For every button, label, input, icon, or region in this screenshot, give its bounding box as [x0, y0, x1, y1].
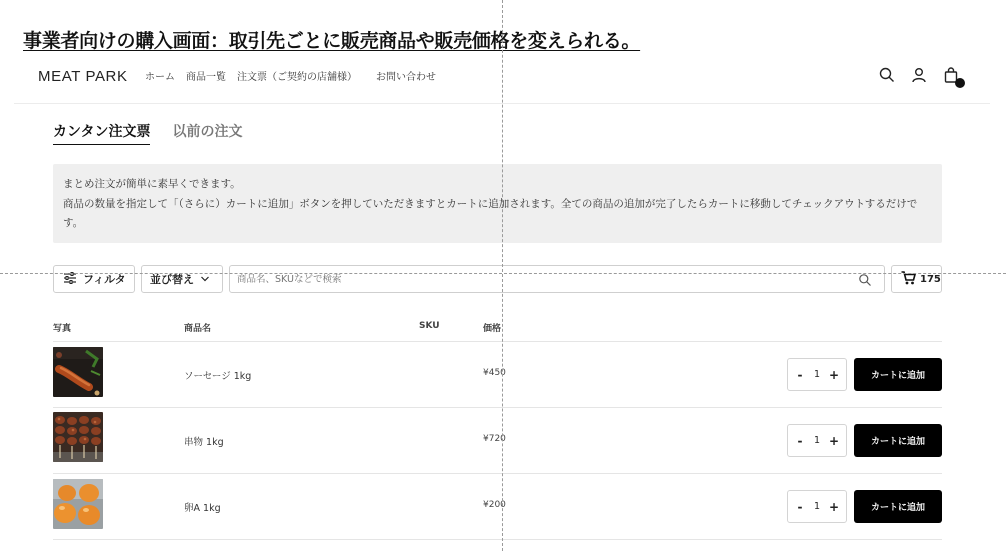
nav-item-products[interactable]: 商品一覧 — [186, 72, 226, 83]
product-image-skewers[interactable] — [53, 412, 103, 462]
quantity-value[interactable]: 1 — [813, 501, 821, 512]
nav-item-home[interactable]: ホーム — [145, 72, 175, 83]
decrease-quantity-button[interactable]: - — [797, 433, 803, 448]
main-nav — [145, 68, 436, 83]
header-icons — [878, 66, 960, 84]
product-image-sausage[interactable] — [53, 347, 103, 397]
toolbar — [53, 265, 942, 293]
increase-quantity-button[interactable]: + — [828, 367, 840, 382]
increase-quantity-button[interactable]: + — [828, 499, 840, 514]
info-line-1: まとめ注文が簡単に素早くできます。 — [63, 178, 241, 190]
product-price: ¥720 — [483, 434, 506, 444]
cart-icon — [901, 271, 916, 288]
cart-icon[interactable] — [942, 66, 960, 84]
tab-previous-orders[interactable]: 以前の注文 — [172, 124, 243, 140]
sort-button[interactable] — [141, 265, 223, 293]
sort-label: 並び替え — [150, 273, 194, 286]
order-tabs — [53, 121, 242, 145]
nav-item-order-sheet[interactable]: 注文票（ご契約の店舗様） — [237, 72, 357, 83]
search-icon[interactable] — [858, 273, 872, 290]
decrease-quantity-button[interactable]: - — [797, 499, 803, 514]
account-icon[interactable] — [910, 66, 928, 84]
site-logo[interactable]: MEAT PARK — [38, 68, 128, 85]
nav-item-contact[interactable]: お問い合わせ — [376, 72, 436, 83]
table-row — [53, 474, 942, 540]
quantity-stepper — [787, 358, 847, 391]
quantity-stepper — [787, 490, 847, 523]
add-to-cart-button[interactable]: カートに追加 — [854, 358, 942, 391]
product-price: ¥450 — [483, 368, 506, 378]
col-name-header: 商品名 — [184, 324, 212, 334]
page-banner-caption: 事業者向けの購入画面：取引先ごとに販売商品や販売価格を変えられる。 — [23, 30, 641, 52]
product-name[interactable]: 卵A 1kg — [184, 503, 221, 514]
search-field[interactable] — [229, 265, 885, 293]
product-price: ¥200 — [483, 500, 506, 510]
col-photo-header: 写真 — [53, 324, 72, 334]
chevron-down-icon — [200, 273, 210, 286]
product-name[interactable]: 串物 1kg — [184, 437, 224, 448]
filter-button[interactable] — [53, 265, 135, 293]
increase-quantity-button[interactable]: + — [828, 433, 840, 448]
add-to-cart-button[interactable]: カートに追加 — [854, 424, 942, 457]
add-to-cart-button[interactable]: カートに追加 — [854, 490, 942, 523]
filter-icon — [63, 272, 77, 287]
product-image-eggs[interactable] — [53, 479, 103, 529]
cart-badge-dot — [955, 78, 965, 88]
table-row — [53, 408, 942, 474]
quantity-value[interactable]: 1 — [813, 369, 821, 380]
search-input[interactable] — [237, 274, 837, 285]
tab-quick-order[interactable]: カンタン注文票 — [53, 121, 150, 145]
cart-count-button[interactable] — [891, 265, 942, 293]
decrease-quantity-button[interactable]: - — [797, 367, 803, 382]
search-icon[interactable] — [878, 66, 896, 84]
table-header — [53, 320, 942, 342]
product-name[interactable]: ソーセージ 1kg — [184, 371, 252, 382]
quantity-stepper — [787, 424, 847, 457]
quantity-value[interactable]: 1 — [813, 435, 821, 446]
col-price-header: 価格 — [483, 324, 502, 334]
info-line-2: 商品の数量を指定して「（さらに）カートに追加」ボタンを押していただきますとカートに追加されます。全ての商品の追加が完了したらカートに移動してチェックアウトするだけです。 — [63, 197, 918, 229]
info-box — [53, 164, 942, 243]
table-row — [53, 342, 942, 408]
filter-label: フィルタ — [83, 273, 126, 286]
col-sku-header: SKU — [419, 321, 440, 331]
site-header — [14, 52, 990, 104]
cart-count: 175 — [920, 273, 941, 285]
